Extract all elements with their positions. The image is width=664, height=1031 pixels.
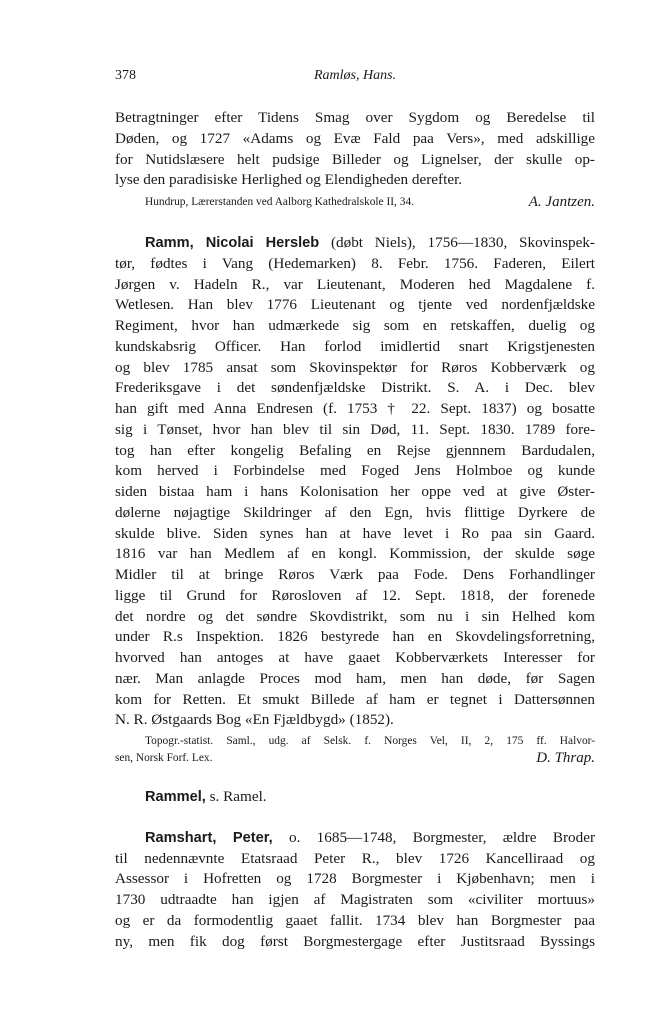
text-line: kom for Retten. Et smukt Billede af ham er tegnet i Dattersønnen xyxy=(115,690,595,708)
entry-first-line-text: (døbt Niels), 1756—1830, Skovinspek- xyxy=(319,234,595,251)
text-line: sig i Tønset, hvor han blev til sin Død, 11. Sept. 1830. 1789 fore- xyxy=(115,420,595,438)
entry-rammel xyxy=(115,787,595,808)
text-line: Assessor i Hofretten og 1728 Borgmester i Kjøbenhavn; men i xyxy=(115,870,595,888)
entry-headword: Ramshart, Peter, xyxy=(145,829,273,846)
text-line: for Nutidslæsere helt pudsige Billeder og Lignelser, der skulle op- xyxy=(115,150,595,168)
author-signature: A. Jantzen. xyxy=(528,194,595,210)
source-signature xyxy=(115,194,595,211)
source-signature xyxy=(115,750,595,767)
text-line: lyse den paradisiske Herlighed og Elendigheden derefter. xyxy=(115,171,463,189)
text-line: kundskabsrig Officer. Han forlod imidlertid snart Krigstjenesten xyxy=(115,337,595,355)
text-line: til nedennævnte Etatsraad Peter R., blev 1726 Kancelliraad og xyxy=(115,849,595,867)
text-line: han gift med Anna Endresen (f. 1753 † 22. Sept. 1837) og bosatte xyxy=(115,400,595,417)
entry-first-line xyxy=(115,828,595,849)
text-line: Jørgen v. Hadeln R., var Lieutenant, Moderen hed Magdalene f. xyxy=(115,275,595,293)
text-line: siden bistaa ham i hans Kolonisation her oppe ved at give Øster- xyxy=(115,483,595,500)
page-body xyxy=(115,108,595,952)
text-line: Regiment, hvor han udmærkede sig som en retskaffen, duelig og xyxy=(115,317,595,334)
text-line: Frederiksgave i det søndenfjældske Distrikt. S. A. i Dec. blev xyxy=(115,379,595,397)
entry-first-line-text: o. 1685—1748, Borgmester, ældre Broder xyxy=(272,828,595,846)
text-line: det nordre og det søndre Skovdistrikt, som nu i sin Helhed kom xyxy=(115,607,595,625)
source-reference-cont: sen, Norsk Forf. Lex. xyxy=(115,752,213,764)
text-line: tog han efter kongelig Befaling en Rejse gjennnem Bardudalen, xyxy=(115,441,595,459)
text-line: Wetlesen. Han blev 1776 Lieutenant og tjente ved nordenfjældske xyxy=(115,296,595,314)
text-line: tør, fødtes i Vang (Hedemarken) 8. Febr. 1756. Faderen, Eilert xyxy=(115,254,595,272)
text-line: ligge til Grund for Rørosloven af 12. Sept. 1818, der forenede xyxy=(115,586,595,604)
entry-ramm xyxy=(115,233,595,767)
entry-headword: Rammel, xyxy=(145,789,206,805)
source-block xyxy=(115,733,595,767)
text-line: 1816 var han Medlem af en kongl. Kommission, der skulde søge xyxy=(115,545,595,563)
text-line: og er da formodentlig gaaet fallit. 1734 blev han Borgmester paa xyxy=(115,911,595,929)
text-line: nær. Man anlagde Proces mod ham, men han døde, før Sagen xyxy=(115,669,595,687)
entry-first-line xyxy=(115,233,595,254)
text-line: Døden, og 1727 «Adams og Evæ Fald paa Vers», med adskillige xyxy=(115,129,595,147)
source-reference: Hundrup, Lærerstanden ved Aalborg Kathedralskole II, 34. xyxy=(145,196,414,208)
text-line: skulde blive. Siden synes han at have levet i Ro paa sin Gaard. xyxy=(115,524,595,542)
text-line: Midler til at bringe Røros Værk paa Fode. Dens Forhandlinger xyxy=(115,566,595,583)
text-line: dølerne nøjagtige Skildringer af den Egn, hvis flittige Dyrkere de xyxy=(115,503,595,521)
source-reference: Topogr.-statist. Saml., udg. af Selsk. f. Norges Vel, II, 2, 175 ff. Halvor- xyxy=(145,735,595,747)
page-number: 378 xyxy=(115,68,136,83)
entry-ramshart xyxy=(115,828,595,953)
entry-headword: Ramm, Nicolai Hersleb xyxy=(145,235,320,251)
cross-reference: s. Ramel. xyxy=(205,788,267,805)
entry-first-line xyxy=(115,787,595,808)
page-header xyxy=(115,68,595,90)
text-line: Betragtninger efter Tidens Smag over Sygdom og Beredelse til xyxy=(115,109,595,126)
text-line: og blev 1785 ansat som Skovinspektør for Røros Kobberværk og xyxy=(115,358,595,376)
text-line: kom herved i Forbindelse med Foged Jens Holmboe og kunde xyxy=(115,462,595,480)
text-line: hvorved han antoges at have gaaet Kobberværkets Interesser for xyxy=(115,649,595,666)
text-line: ny, men fik dog først Borgmestergage efter Justitsraad Byssings xyxy=(115,932,595,950)
text-line: 1730 udtraadte han igjen af Magistraten som «civiliter mortuus» xyxy=(115,891,595,908)
text-line: N. R. Østgaards Bog «En Fjældbygd» (1852). xyxy=(115,711,394,729)
text-line: under R.s Inspektion. 1826 bestyrede han en Skovdelingsforretning, xyxy=(115,628,595,646)
author-signature: D. Thrap. xyxy=(536,750,595,766)
entry-ramlos-continuation xyxy=(115,108,595,211)
running-title: Ramløs, Hans. xyxy=(313,68,397,83)
